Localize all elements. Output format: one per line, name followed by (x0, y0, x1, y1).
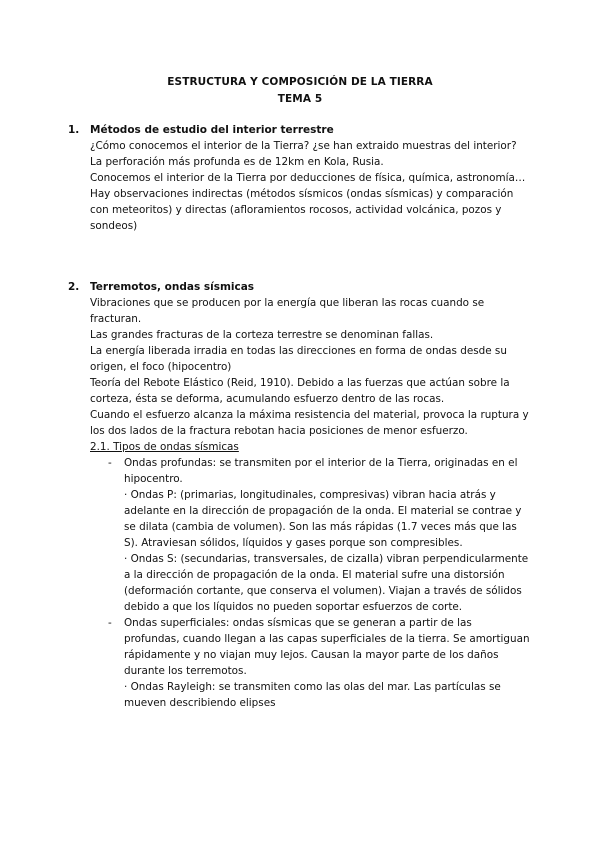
bullet-text: · Ondas P: (primarias, longitudinales, compresivas) vibran hacia atrás y adelante en la dirección de propagación de la onda. El material se contrae y se dilata (cambia de volumen). Son las más rápidas (1.7 veces más que las S). Atraviesan sólidos, líquidos y gases porque son compresibles. (124, 489, 522, 549)
subsection-title: 2.1. Tipos de ondas sísmicas (90, 441, 239, 453)
document-subtitle: TEMA 5 (277, 93, 323, 105)
paragraph: Hay observaciones indirectas (métodos sísmicos (ondas sísmicas) y comparación con meteoritos) y directas (afloramientos rocosos, actividad volcánica, pozos y sondeos) (90, 188, 514, 232)
paragraph: Vibraciones que se producen por la energía que liberan las rocas cuando se fracturan. (90, 297, 485, 325)
paragraph: Cuando el esfuerzo alcanza la máxima resistencia del material, provoca la ruptura y los dos lados de la fractura rebotan hacia posiciones de menor esfuerzo. (90, 409, 529, 437)
section-1-heading (68, 122, 530, 138)
bullet-text: Ondas profundas: se transmiten por el interior de la Tierra, originadas en el hipocentro. (124, 457, 518, 485)
list-item (90, 615, 530, 711)
section-2-heading (68, 279, 530, 295)
document-title: ESTRUCTURA Y COMPOSICIÓN DE LA TIERRA (167, 76, 433, 88)
paragraph: Las grandes fracturas de la corteza terrestre se denominan fallas. (90, 329, 434, 341)
list-item (90, 455, 530, 615)
paragraph: Conocemos el interior de la Tierra por deducciones de física, química, astronomía… (90, 172, 526, 184)
section-2 (68, 279, 530, 711)
bullet-dash: - (108, 457, 112, 469)
section-2-title: Terremotos, ondas sísmicas (90, 281, 255, 293)
paragraph: La energía liberada irradia en todas las direcciones en forma de ondas desde su origen, el foco (hipocentro) (90, 345, 507, 373)
section-1 (68, 122, 530, 234)
bullet-text: Ondas superficiales: ondas sísmicas que se generan a partir de las profundas, cuando llegan a las capas superficiales de la tierra. Se amortiguan rápidamente y no viajan muy lejos. Causan la mayor parte de los daños durante los terremotos. (124, 617, 530, 677)
bullet-text: · Ondas S: (secundarias, transversales, de cizalla) vibran perpendicularmente a la dirección de propagación de la onda. El material sufre una distorsión (deformación cortante, que conserva el volumen). Viajan a través de sólidos debido a que los líquidos no pueden soportar esfuerzos de corte. (124, 553, 529, 613)
bullet-text: · Ondas Rayleigh: se transmiten como las olas del mar. Las partículas se mueven describiendo elipses (124, 681, 501, 709)
section-2-number: 2. (68, 281, 80, 293)
paragraph: ¿Cómo conocemos el interior de la Tierra? ¿se han extraido muestras del interior? (90, 140, 517, 152)
paragraph: Teoría del Rebote Elástico (Reid, 1910). Debido a las fuerzas que actúan sobre la corteza, ésta se deforma, acumulando esfuerzo dentro de las rocas. (90, 377, 510, 405)
bullet-dash: - (108, 617, 112, 629)
paragraph: La perforación más profunda es de 12km en Kola, Rusia. (90, 156, 384, 168)
section-1-title: Métodos de estudio del interior terrestre (90, 124, 334, 136)
section-1-number: 1. (68, 124, 80, 136)
